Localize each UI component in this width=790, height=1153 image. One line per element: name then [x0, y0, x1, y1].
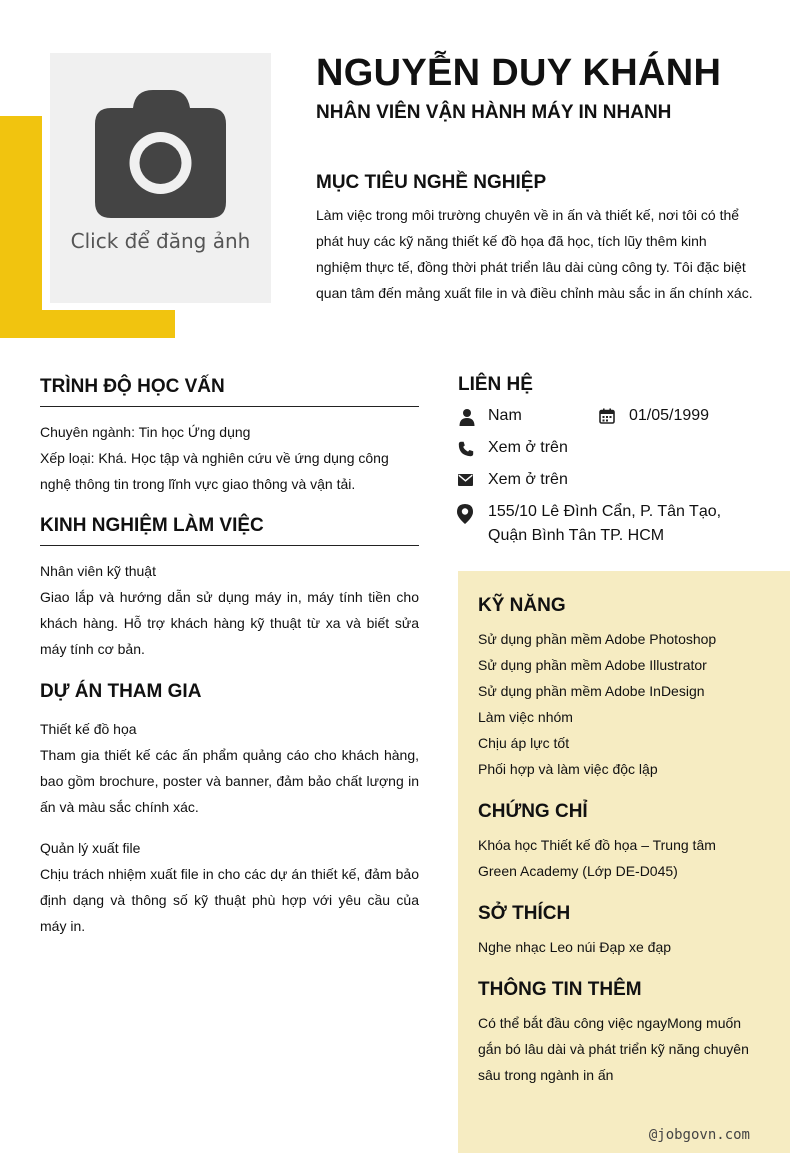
skills-heading: KỸ NĂNG: [478, 595, 566, 616]
certificates-heading: CHỨNG CHỈ: [478, 801, 588, 822]
experience-detail: Giao lắp và hướng dẫn sử dụng máy in, máy tính tiền cho khách hàng. Hỗ trợ khách hàng kỹ thuật từ xa và biết sửa máy tính cơ bản.: [40, 589, 419, 657]
projects-heading: DỰ ÁN THAM GIA: [40, 681, 202, 702]
extra-info-section: [478, 1010, 778, 1088]
email-icon: [458, 474, 473, 486]
skill-item: Phối hợp và làm việc độc lập: [478, 761, 658, 777]
hobbies-heading: SỞ THÍCH: [478, 903, 571, 924]
contact-phone[interactable]: Xem ở trên: [488, 439, 568, 456]
objective-heading: MỤC TIÊU NGHỀ NGHIỆP: [316, 172, 547, 193]
skill-item: Làm việc nhóm: [478, 709, 573, 725]
skill-item: Sử dụng phần mềm Adobe Illustrator: [478, 657, 707, 673]
experience-section: [40, 558, 419, 662]
job-title: NHÂN VIÊN VẬN HÀNH MÁY IN NHANH: [316, 102, 672, 123]
candidate-name: NGUYỄN DUY KHÁNH: [316, 52, 722, 94]
photo-caption: Click để đăng ảnh: [70, 229, 251, 253]
project-detail: Chịu trách nhiệm xuất file in cho các dự án thiết kế, đảm bảo định dạng và thông số kỹ thuật phù hợp với yêu cầu của máy in.: [40, 866, 419, 934]
objective-text: Làm việc trong môi trường chuyên về in ấn và thiết kế, nơi tôi có thể phát huy các kỹ năng thiết kế đồ họa đã học, tích lũy thêm kinh nghiệm thực tế, đồng thời phát triển lâu dài cùng công ty. Tôi đặc biệt quan tâm đến mảng xuất file in và điều chỉnh màu sắc in ấn chính xác.: [316, 207, 753, 301]
contact-email[interactable]: Xem ở trên: [488, 471, 568, 488]
education-heading: TRÌNH ĐỘ HỌC VẤN: [40, 376, 419, 407]
skills-list: [478, 626, 778, 782]
watermark: @jobgovn.com: [648, 1127, 750, 1143]
extra-info-line: gắn bó lâu dài và phát triển kỹ năng chuyên: [478, 1041, 749, 1057]
extra-info-line: Có thể bắt đầu công việc ngayMong muốn: [478, 1015, 742, 1031]
skill-item: Chịu áp lực tốt: [478, 735, 570, 751]
accent-bar-vertical: [0, 116, 42, 338]
certificates-section: [478, 832, 778, 884]
camera-icon: [95, 90, 226, 220]
extra-info-line: sâu trong ngành in ấn: [478, 1067, 614, 1083]
education-detail: Xếp loại: Khá. Học tập và nghiên cứu về ứng dụng công nghệ thông tin trong lĩnh vực giao thông và vận tải.: [40, 450, 389, 492]
certificate-line: Khóa học Thiết kế đồ họa – Trung tâm: [478, 837, 716, 853]
person-icon: [458, 408, 476, 426]
skill-item: Sử dụng phần mềm Adobe Photoshop: [478, 631, 717, 647]
accent-bar-horizontal: [0, 310, 175, 338]
contact-birthday: 01/05/1999: [629, 407, 710, 424]
experience-heading: KINH NGHIỆM LÀM VIỆC: [40, 515, 419, 546]
education-section: [40, 419, 419, 497]
calendar-icon: [599, 408, 615, 424]
hobbies-text: Nghe nhạc Leo núi Đạp xe đạp: [478, 939, 672, 955]
contact-address-line1: 155/10 Lê Đình Cẩn, P. Tân Tạo,: [488, 503, 722, 520]
education-major: Chuyên ngành: Tin học Ứng dụng: [40, 424, 251, 440]
contact-address-line2: Quận Bình Tân TP. HCM: [488, 527, 665, 544]
project-title: Quản lý xuất file: [40, 840, 141, 856]
project-item: [40, 716, 419, 820]
project-title: Thiết kế đồ họa: [40, 721, 137, 737]
contact-heading: LIÊN HỆ: [458, 374, 533, 395]
project-item: [40, 835, 419, 939]
experience-position: Nhân viên kỹ thuật: [40, 563, 156, 579]
location-pin-icon: [457, 504, 473, 524]
right-sidebar-panel: [458, 571, 790, 1153]
skill-item: Sử dụng phần mềm Adobe InDesign: [478, 683, 705, 699]
extra-info-heading: THÔNG TIN THÊM: [478, 979, 642, 1000]
phone-icon: [458, 441, 474, 457]
contact-gender: Nam: [488, 407, 522, 424]
certificate-line: Green Academy (Lớp DE-D045): [478, 863, 678, 879]
project-detail: Tham gia thiết kế các ấn phẩm quảng cáo cho khách hàng, bao gồm brochure, poster và banner, đảm bảo chất lượng in ấn và màu sắc chính xác.: [40, 747, 419, 815]
photo-upload-button[interactable]: [50, 53, 271, 303]
